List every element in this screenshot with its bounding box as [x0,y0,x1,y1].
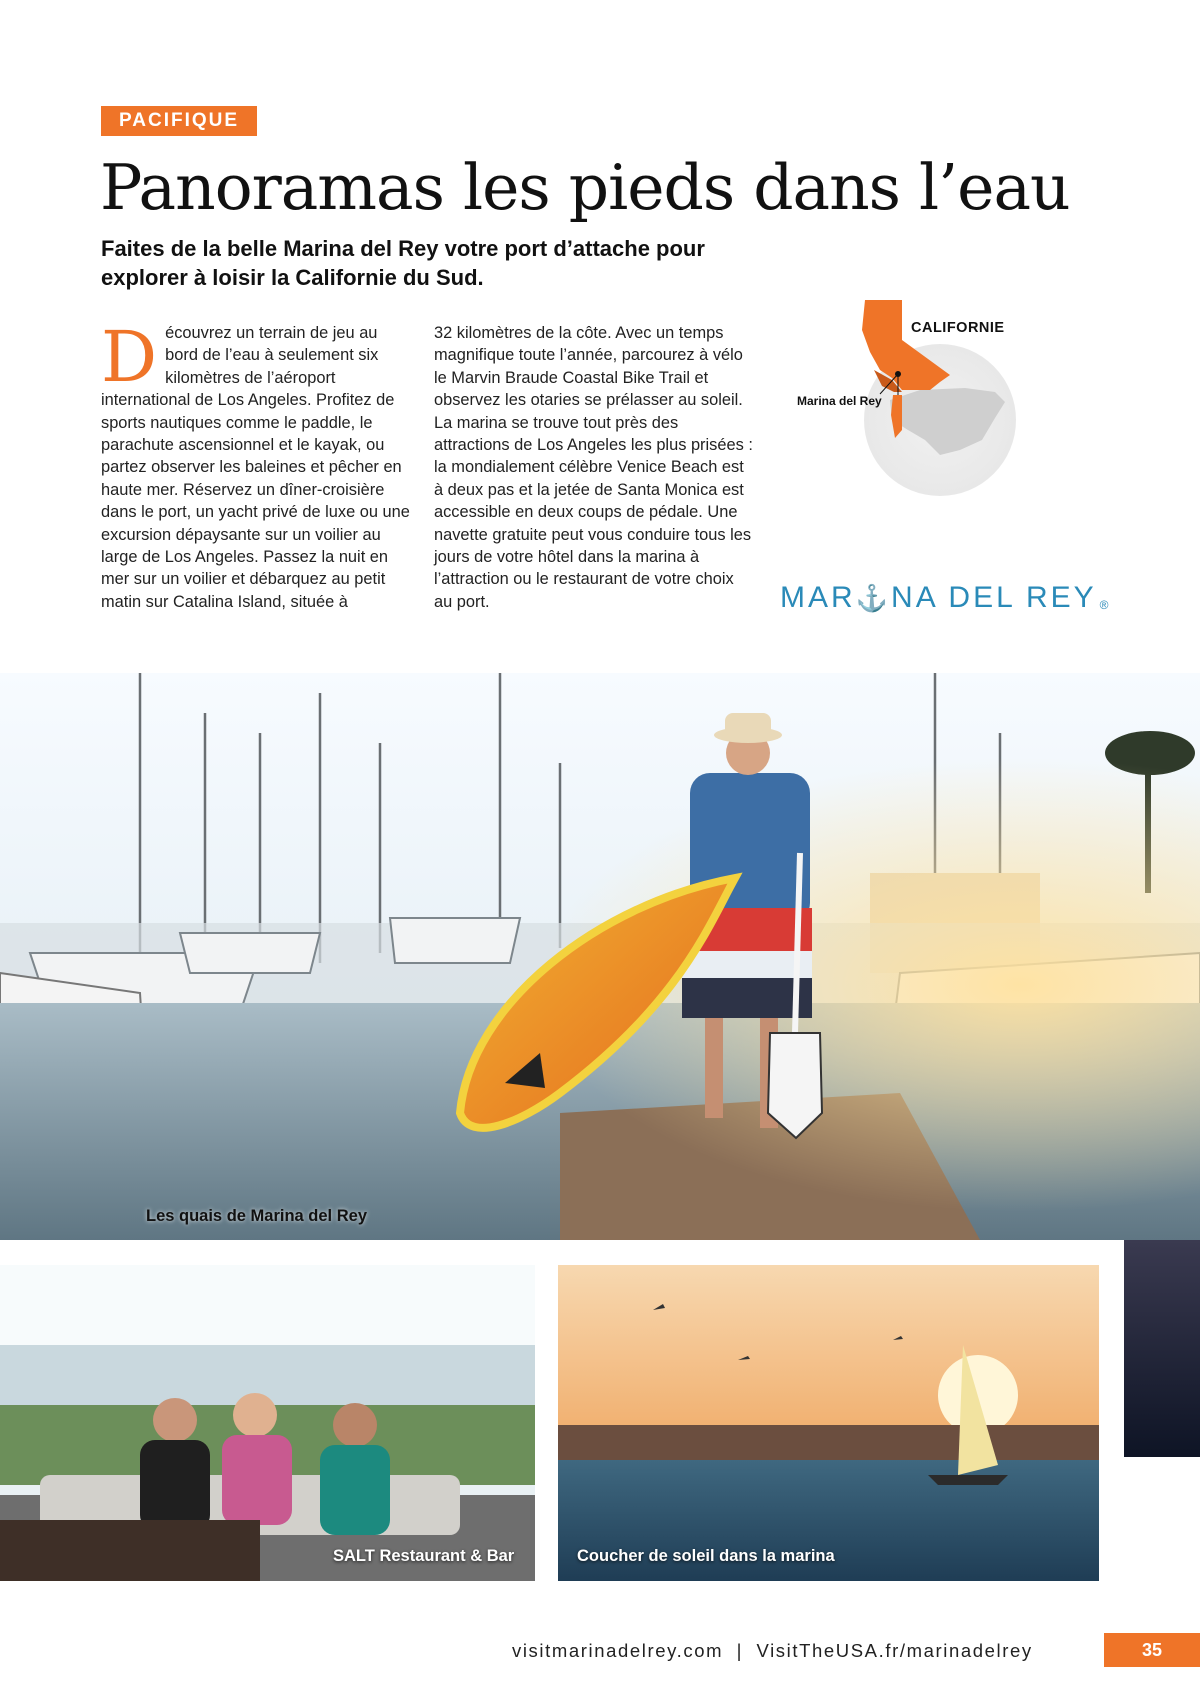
caption-main-photo: Les quais de Marina del Rey [146,1207,367,1225]
logo-text-b: NA DEL REY [891,581,1097,614]
map-pin [895,371,901,377]
page-number: 35 [1104,1633,1200,1667]
map-label-state: CALIFORNIE [911,320,1005,336]
decorative-dark-strip [1124,1240,1200,1457]
map-label-pin: Marina del Rey [797,394,882,408]
body-column-1-text: écouvrez un terrain de jeu au bord de l’eau à seulement six kilomètres de l’aéroport international de Los Angeles. Profitez de sports nautiques comme le paddle, le parachute ascensionnel et le kayak, ou partez observer les baleines et pêcher en haute mer. Réservez un dîner-croisière dans le port, un yacht privé de luxe ou une excursion dépaysante sur un voilier au large de Los Angeles. Passez la nuit en mer sur un voilier et débarquez au petit matin sur Catalina Island, située à [101,324,410,611]
main-photo-marina-docks [0,673,1200,1240]
page-title: Panoramas les pieds dans l’eau [100,151,1070,224]
anchor-icon: ⚓ [855,582,892,613]
photo-salt-restaurant [0,1265,535,1581]
logo-text-a: MAR [780,581,856,614]
section-tag: PACIFIQUE [101,106,257,136]
marina-del-rey-logo [780,578,1112,618]
caption-sunset: Coucher de soleil dans la marina [577,1547,835,1565]
photo-sunset-marina [558,1265,1099,1581]
registered-mark: ® [1099,598,1112,612]
subheadline: Faites de la belle Marina del Rey votre port d’attache pour explorer à loisir la Californie du Sud. [101,236,705,290]
caption-restaurant: SALT Restaurant & Bar [333,1547,515,1565]
body-column-2: 32 kilomètres de la côte. Avec un temps magnifique toute l’année, parcourez à vélo le Marvin Braude Coastal Bike Trail et observez les otaries se prélasser au soleil. La marina se trouve tout près des attractions de Los Angeles les plus prisées : la mondialement célèbre Venice Beach est à deux pas et la jetée de Santa Monica est accessible en deux coups de pédale. Une navette gratuite peut vous conduire tous les jours de votre hôtel dans la marina à l’attraction ou le restaurant de votre choix au port. [434,324,753,611]
footer-urls: visitmarinadelrey.com | VisitTheUSA.fr/marinadelrey [512,1640,1033,1661]
body-column-1 [101,316,413,613]
drop-cap: D [101,316,158,398]
